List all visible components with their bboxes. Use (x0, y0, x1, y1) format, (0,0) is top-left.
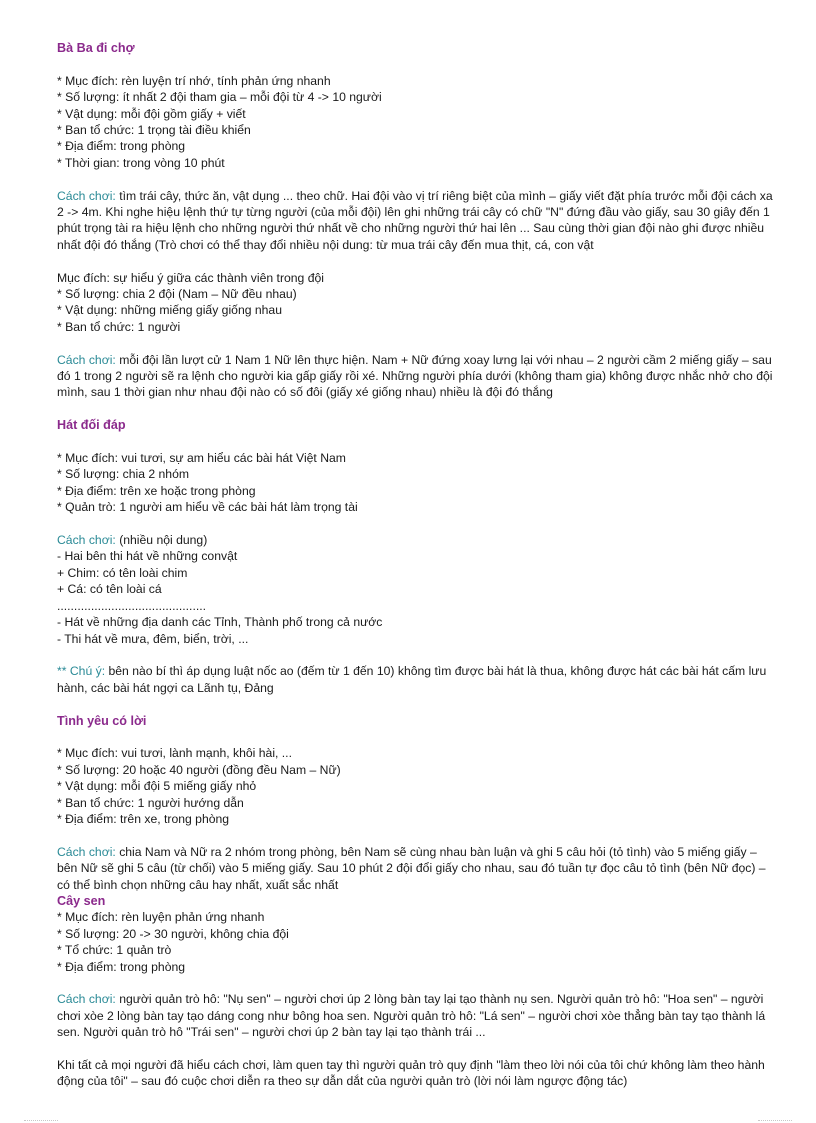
play-line-dots: ............................................ (57, 598, 206, 613)
play-paragraph (57, 532, 777, 548)
closing-paragraph: Khi tất cả mọi người đã hiểu cách chơi, làm quen tay thì người quản trò quy định "làm theo lời nói của tôi chứ không làm theo hành động của tôi" – sau đó cuộc chơi diễn ra theo sự dẫn dắt của người quản trò (lời nói làm ngược động tác) (57, 1057, 765, 1089)
game-title-cay-sen: Cây sen (57, 893, 106, 908)
info-line: * Số lượng: chia 2 nhóm (57, 467, 190, 482)
play-text: chia Nam và Nữ ra 2 nhóm trong phòng, bên Nam sẽ cùng nhau bàn luận và ghi 5 câu hỏi (tỏ tình) vào 5 miếng giấy – bên Nữ sẽ ghi 5 câu (từ chối) vào 5 miếng giấy. Sau 10 phút 2 đội đổi giấy cho nhau, sau đó tuần tự đọc câu tỏ tình (bên Nữ đọc) – có thể bình chọn những câu hay nhất, xuất sắc nhất (57, 844, 766, 892)
info-line: * Số lượng: 20 hoặc 40 người (đồng đều Nam – Nữ) (57, 762, 341, 777)
document-page (57, 40, 777, 1090)
game-title-ba-ba-di-cho: Bà Ba đi chợ (57, 41, 135, 55)
play-label: Cách chơi: (57, 188, 116, 203)
info-line: Mục đích: sự hiểu ý giữa các thành viên trong đội (57, 270, 324, 285)
play-text: tìm trái cây, thức ăn, vật dụng ... theo chữ. Hai đội vào vị trí riêng biệt của mình – giấy viết đặt phía trước mỗi đội cách xa 2 -> 4m. Khi nghe hiệu lệnh thứ tự từng người (của mỗi đội) lên ghi những trái cây có chữ "N" đứng đầu vào giấy, sau 30 giây đến 1 phút trọng tài ra hiệu lệnh cho những người thứ nhất về cho những người thứ hai lên ... Sau cùng thời gian đội nào ghi được nhiều nhất đội đó thắng (Trò chơi có thể thay đổi nhiều nội dung: từ mua trái cây đến mua thịt, cá, con vật (57, 188, 773, 252)
note-text: bên nào bí thì áp dụng luật nốc ao (đếm từ 1 đến 10) không tìm được bài hát là thua, không được hát các bài hát cấm lưu hành, các bài hát ngợi ca Lãnh tụ, Đảng (57, 664, 767, 695)
play-text: người quản trò hô: "Nụ sen" – người chơi úp 2 lòng bàn tay lại tạo thành nụ sen. Người quản trò hô: "Hoa sen" – người chơi xòe 2 lòng bàn tay tạo dáng cong như bông hoa sen. Người quản trò hô: "Lá sen" – người chơi xòe thẳng bàn tay tạo thành lá sen. Người quản trò hô "Trái sen" – người chơi úp 2 bàn tay lại tạo thành trái ... (57, 992, 766, 1040)
info-line: * Địa điểm: trong phòng (57, 959, 186, 974)
play-line: + Cá: có tên loài cá (57, 582, 162, 597)
info-line: * Quản trò: 1 người am hiểu về các bài hát làm trọng tài (57, 500, 358, 515)
play-label: Cách chơi: (57, 844, 116, 859)
play-line: - Hai bên thi hát về những convật (57, 549, 238, 564)
info-line: * Địa điểm: trên xe hoặc trong phòng (57, 483, 256, 498)
note-paragraph (57, 663, 777, 696)
play-paragraph (57, 844, 777, 893)
play-label: Cách chơi: (57, 352, 116, 367)
info-line: * Ban tổ chức: 1 người (57, 319, 181, 334)
play-paragraph (57, 991, 777, 1040)
play-label: Cách chơi: (57, 992, 116, 1007)
info-line: * Số lượng: 20 -> 30 người, không chia đội (57, 926, 289, 941)
info-line: * Địa điểm: trong phòng (57, 139, 186, 154)
info-line: * Số lượng: chia 2 đội (Nam – Nữ đều nhau) (57, 287, 297, 302)
info-line: * Vật dụng: những miếng giấy giống nhau (57, 303, 282, 318)
play-line: - Hát về những địa danh các Tỉnh, Thành phố trong cả nước (57, 615, 383, 630)
game-title-tinh-yeu-co-loi: Tình yêu có lời (57, 713, 147, 728)
info-line: * Mục đích: rèn luyện phản ứng nhanh (57, 910, 265, 925)
play-paragraph (57, 352, 777, 401)
info-line: * Vật dụng: mỗi đội gồm giấy + viết (57, 106, 246, 121)
info-line: * Thời gian: trong vòng 10 phút (57, 155, 225, 170)
play-label: Cách chơi: (57, 533, 116, 548)
info-line: * Vật dụng: mỗi đội 5 miếng giấy nhỏ (57, 779, 257, 794)
play-line: - Thi hát về mưa, đêm, biển, trời, ... (57, 631, 249, 646)
play-paragraph (57, 188, 777, 254)
play-line: + Chim: có tên loài chim (57, 565, 188, 580)
info-line: * Số lượng: ít nhất 2 đội tham gia – mỗi đội từ 4 -> 10 người (57, 90, 382, 105)
info-line: * Địa điểm: trên xe, trong phòng (57, 811, 230, 826)
note-label: ** Chú ý: (57, 664, 106, 679)
info-line: * Mục đích: rèn luyện trí nhớ, tính phản ứng nhanh (57, 73, 331, 88)
play-text: (nhiều nội dung) (119, 533, 208, 548)
info-line: * Ban tổ chức: 1 trọng tài điều khiển (57, 123, 251, 138)
info-line: * Mục đích: vui tươi, lành mạnh, khôi hài, ... (57, 746, 292, 761)
game-title-hat-doi-dap: Hát đối đáp (57, 418, 126, 433)
info-line: * Ban tổ chức: 1 người hướng dẫn (57, 795, 244, 810)
info-line: * Mục đích: vui tươi, sự am hiểu các bài hát Việt Nam (57, 451, 346, 466)
info-line: * Tổ chức: 1 quản trò (57, 943, 172, 958)
page-corner-mark-left (24, 1120, 58, 1121)
play-text: mỗi đội lần lượt cử 1 Nam 1 Nữ lên thực hiện. Nam + Nữ đứng xoay lưng lại với nhau – 2 người cầm 2 miếng giấy – sau đó 1 trong 2 người sẽ ra lệnh cho người kia gấp giấy rồi xé. Những người phía dưới (không tham gia) không được nhắc nhở cho đội mình, sau 1 thời gian như nhau đội nào có số đôi (giấy xé giống nhau) nhiều là đội đó thắng (57, 352, 773, 400)
page-corner-mark-right (758, 1120, 792, 1121)
